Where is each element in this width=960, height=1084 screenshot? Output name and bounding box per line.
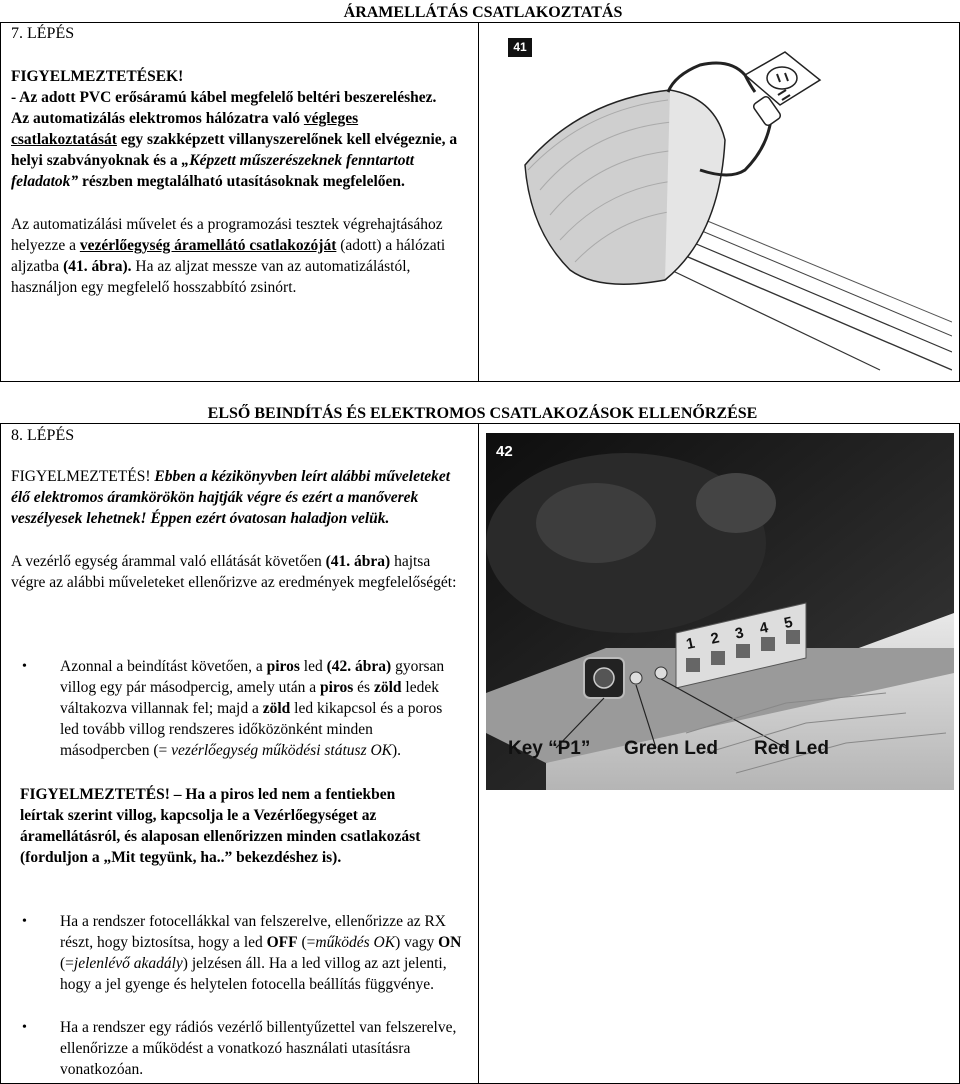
live-warning: FIGYELMEZTETÉS! Ebben a kézikönyvben leírt alábbi műveleteket élő elektromos áramkörökön hajtják végre és ezért a manőverek veszélyesek lehetnek! Éppen ezért óvatosan haladjon velük. — [11, 468, 451, 527]
section2-title: ELSŐ BEINDÍTÁS ÉS ELEKTROMOS CSATLAKOZÁSOK ELLENŐRZÉSE — [207, 405, 758, 422]
terminal-5: 5 — [782, 613, 795, 633]
green-led-label: Green Led — [624, 738, 718, 759]
test-paragraph: Az automatizálási művelet és a programozási tesztek végrehajtásához helyezze a vezérlőegység áramellátó csatlakozóját (adott) a hálózati aljzatba (41. ábra). Ha az aljzat messze van az automatizálástól, használjon egy megfelelő hosszabbító zsinórt. — [11, 216, 446, 296]
key-p1-label: Key “P1” — [508, 738, 591, 759]
figure-42-photo — [486, 433, 954, 790]
warning-line: - Az adott PVC erősáramú kábel megfelelő beltéri beszereléshez. — [11, 89, 437, 106]
figure-42-label: 42 — [496, 443, 513, 460]
motor-drawing — [500, 30, 952, 375]
bullet-3-glyph: • — [22, 1020, 27, 1035]
connection-paragraph: Az automatizálás elektromos hálózatra való végleges csatlakoztatását egy szakképzett villanyszerelőnek kell elvégeznie, a helyi szabványoknak és a „Képzett műszerészeknek fenntartott feladatok” részben megtalálható utasításoknak megfelelően. — [11, 110, 458, 190]
bullet-2-glyph: • — [22, 914, 27, 929]
section2-divider — [478, 423, 479, 1084]
step8-label: 8. LÉPÉS — [11, 427, 75, 444]
bullet-1-glyph: • — [22, 659, 27, 674]
bullet-2-text: Ha a rendszer fotocellákkal van felszerelve, ellenőrizze az RX részt, hogy biztosítsa, hogy a led OFF (=működés OK) vagy ON (=jelenlévő akadály) jelzésen áll. Ha a led villog az azt jelenti, hogy a jel gyenge és helytelen fotocella beállítás függvénye. — [60, 913, 462, 993]
figure-41-illustration — [500, 30, 952, 375]
figure-41-badge: 41 — [508, 38, 532, 57]
section2-text — [11, 466, 466, 593]
bullet-1-text: Azonnal a beindítást követően, a piros led (42. ábra) gyorsan villog egy pár másodpercig, amely után a piros és zöld ledek váltakozva villannak fel; majd a zöld led kikapcsol és a poros led tovább villog rendszeres időközönként minden másodpercben (= vezérlőegység működési státusz OK). — [60, 658, 445, 759]
terminal-2: 2 — [709, 629, 721, 648]
section1-text — [11, 66, 466, 298]
terminal-1: 1 — [684, 634, 697, 654]
warning-heading: FIGYELMEZTETÉSEK! — [11, 68, 184, 85]
power-check-paragraph: A vezérlő egység árammal való ellátását követően (41. ábra) hajtsa végre az alábbi műveleteket ellenőrizve az eredmények megfelelőségét: — [11, 553, 457, 591]
red-led-label: Red Led — [754, 738, 829, 759]
terminal-4: 4 — [758, 619, 770, 638]
section1-divider — [478, 22, 479, 382]
bullet-3-text: Ha a rendszer egy rádiós vezérlő billentyűzettel van felszerelve, ellenőrizze a működést a vonatkozó használati utasításra vonatkozóan. — [60, 1019, 457, 1078]
section1-title: ÁRAMELLÁTÁS CSATLAKOZTATÁS — [343, 4, 623, 21]
red-led-warning: FIGYELMEZTETÉS! – Ha a piros led nem a fentiekben leírtak szerint villog, kapcsolja le a Vezérlőegységet az áramellátásról, és alaposan ellenőrizzen minden csatlakozást (forduljon a „Mit tegyünk, ha..” bekezdéshez is). — [20, 786, 421, 866]
control-board-drawing — [486, 433, 954, 790]
terminal-3: 3 — [733, 624, 746, 643]
step7-label: 7. LÉPÉS — [11, 25, 75, 42]
